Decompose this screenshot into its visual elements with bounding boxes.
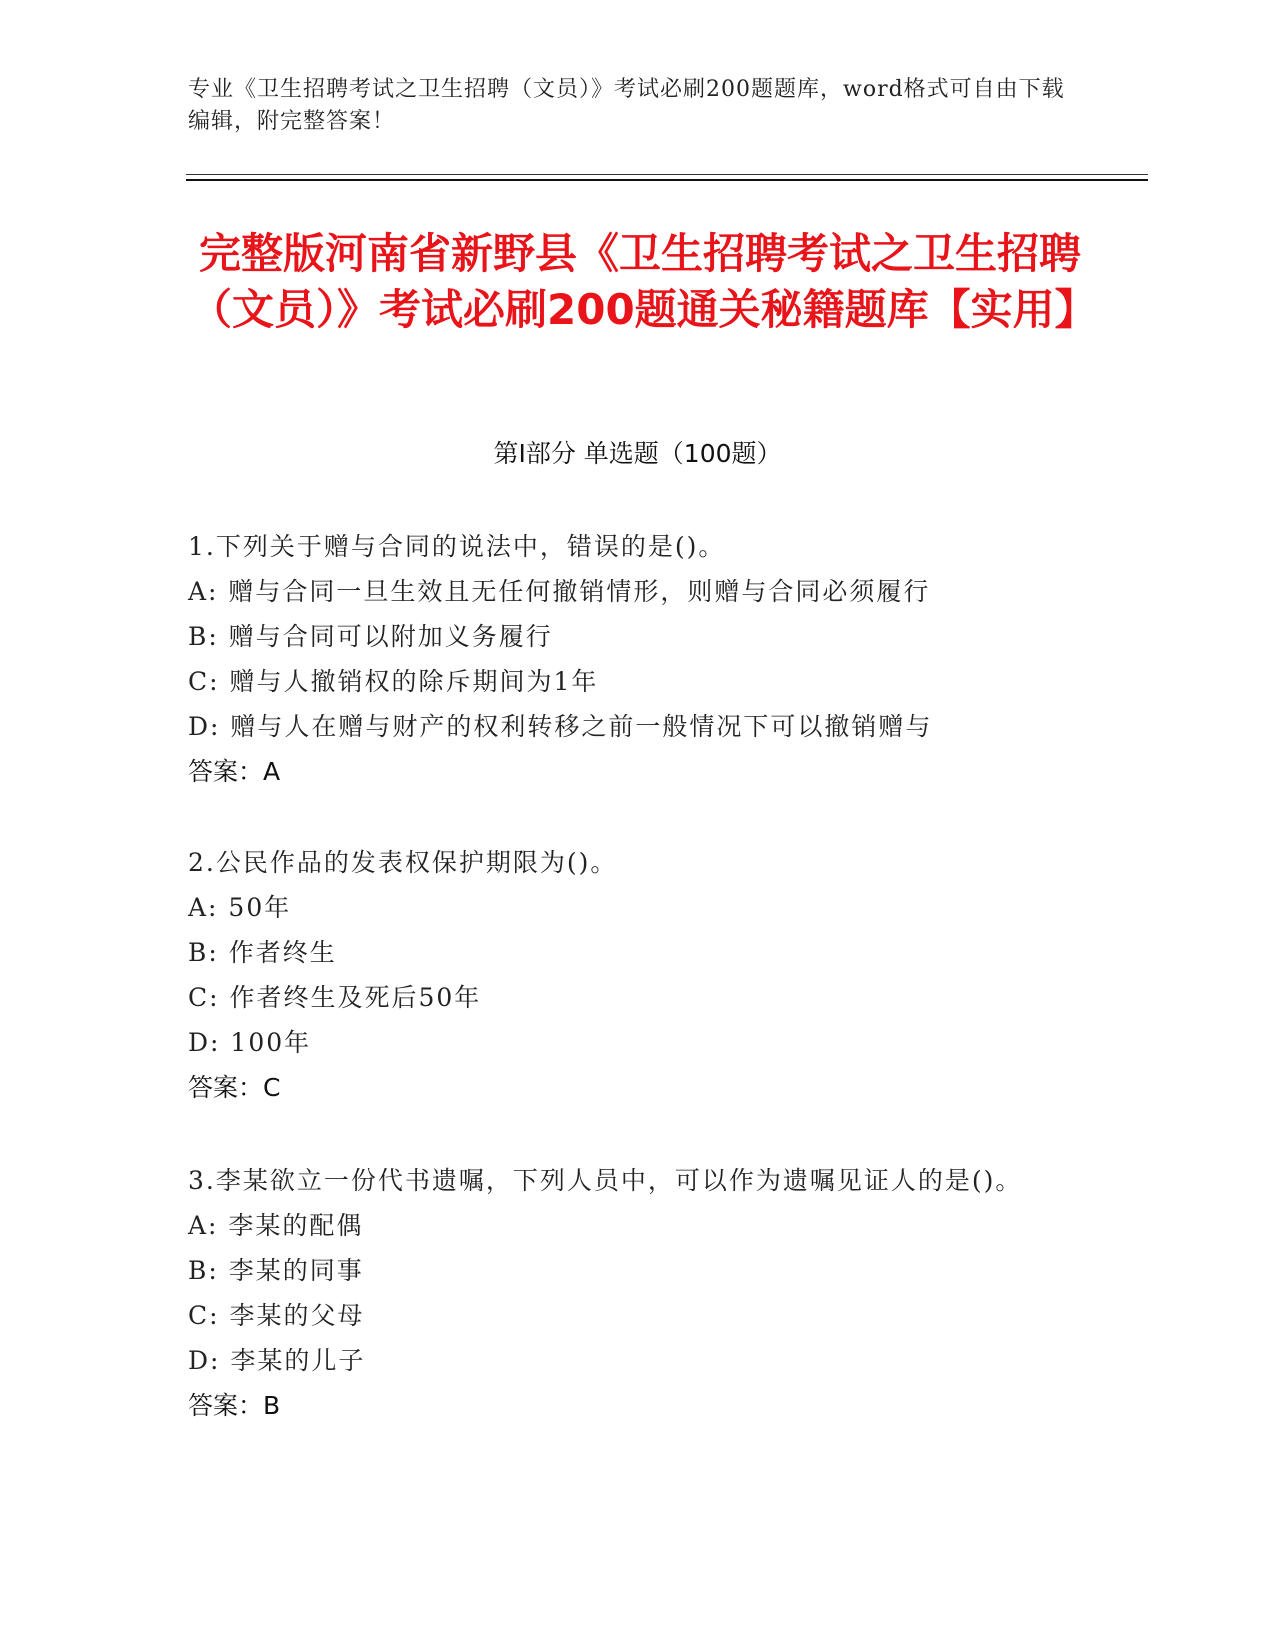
option-c: C: 作者终生及死后50年 bbox=[188, 983, 482, 1012]
option-a: A: 李某的配偶 bbox=[188, 1211, 364, 1240]
answer: 答案：C bbox=[188, 1073, 281, 1102]
document-title: 完整版河南省新野县《卫生招聘考试之卫生招聘（文员）》考试必刷200题通关秘籍题库【实用】 bbox=[190, 229, 1097, 334]
option-c: C: 李某的父母 bbox=[188, 1301, 365, 1330]
question-3 bbox=[188, 1158, 1068, 1428]
option-b: B: 赠与合同可以附加义务履行 bbox=[188, 622, 553, 651]
header-note: 专业《卫生招聘考试之卫生招聘（文员）》考试必刷200题题库，word格式可自由下载编辑，附完整答案！ bbox=[188, 77, 1065, 134]
answer: 答案：B bbox=[188, 1391, 281, 1420]
option-a: A: 赠与合同一旦生效且无任何撤销情形，则赠与合同必须履行 bbox=[188, 577, 931, 606]
option-a: A: 50年 bbox=[188, 893, 292, 922]
answer: 答案：A bbox=[188, 757, 281, 786]
option-b: B: 作者终生 bbox=[188, 938, 337, 967]
option-d: D: 赠与人在赠与财产的权利转移之前一般情况下可以撤销赠与 bbox=[188, 712, 933, 741]
question-stem: 3.李某欲立一份代书遗嘱，下列人员中，可以作为遗嘱见证人的是()。 bbox=[188, 1166, 1023, 1195]
question-2 bbox=[188, 840, 1068, 1110]
section-heading: 第I部分 单选题（100题） bbox=[493, 439, 782, 468]
option-c: C: 赠与人撤销权的除斥期间为1年 bbox=[188, 667, 599, 696]
header-divider-thin bbox=[186, 174, 1148, 175]
header-divider-thick bbox=[186, 179, 1148, 181]
question-stem: 1.下列关于赠与合同的说法中，错误的是()。 bbox=[188, 532, 726, 561]
question-stem: 2.公民作品的发表权保护期限为()。 bbox=[188, 848, 618, 877]
option-d: D: 100年 bbox=[188, 1028, 312, 1057]
option-d: D: 李某的儿子 bbox=[188, 1346, 366, 1375]
option-b: B: 李某的同事 bbox=[188, 1256, 364, 1285]
question-1 bbox=[188, 524, 1068, 794]
